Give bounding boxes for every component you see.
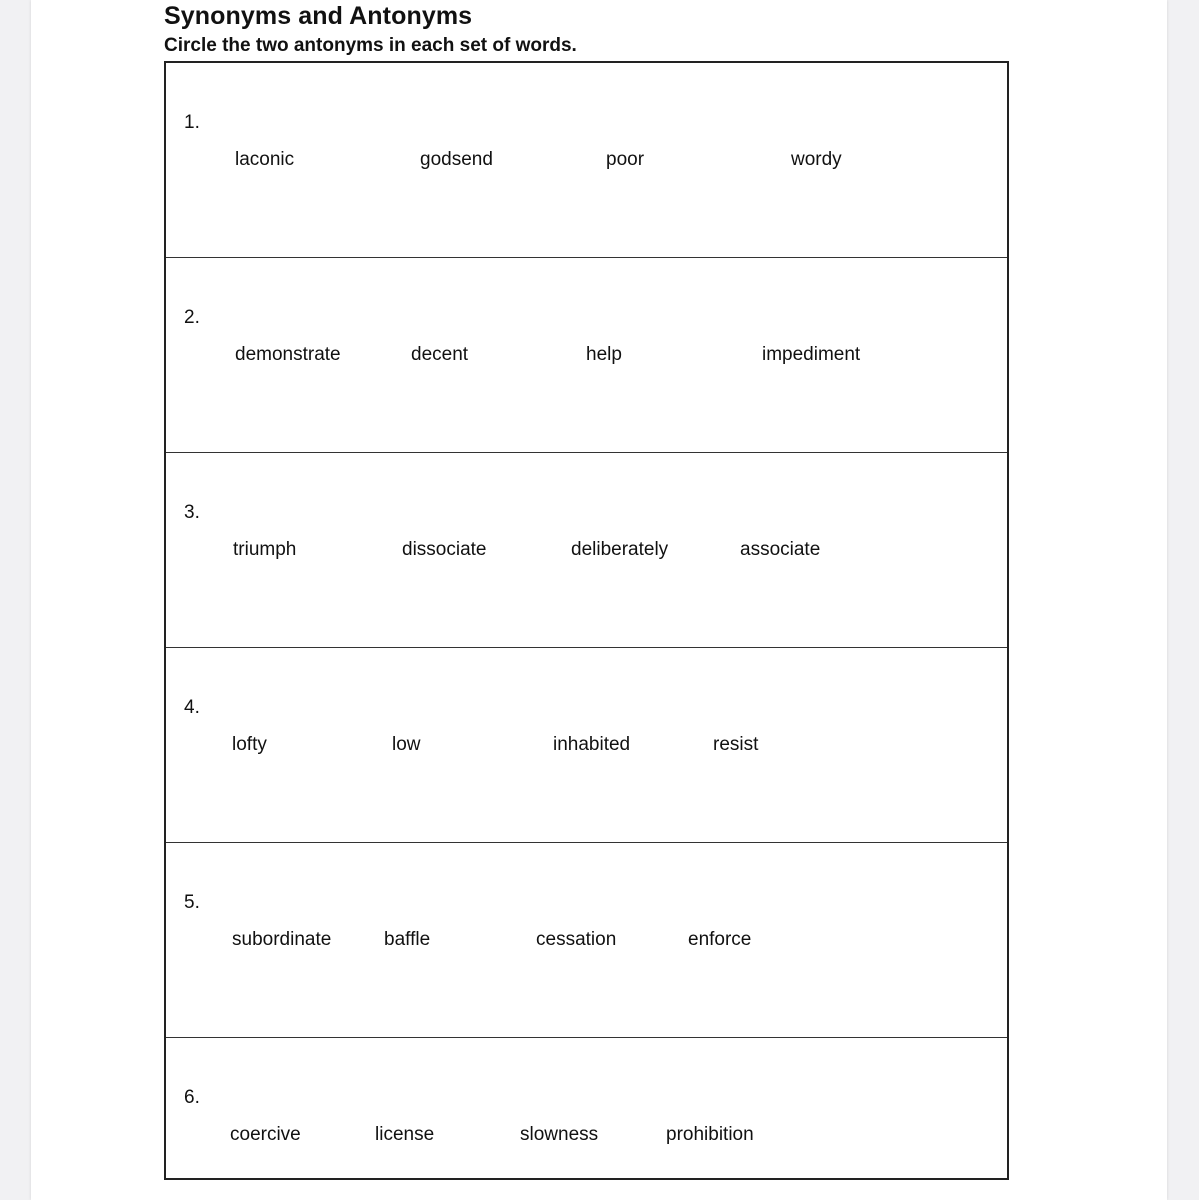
word-option[interactable]: associate (740, 539, 821, 560)
question-row-6 (166, 1038, 1007, 1180)
question-number: 5. (184, 892, 200, 913)
question-number: 6. (184, 1087, 200, 1108)
word-option[interactable]: coercive (230, 1124, 301, 1145)
word-option[interactable]: poor (606, 149, 645, 170)
word-option[interactable]: prohibition (666, 1124, 754, 1145)
word-option[interactable]: inhabited (553, 734, 631, 755)
word-option[interactable]: cessation (536, 929, 617, 950)
word-option[interactable]: enforce (688, 929, 752, 950)
question-row-3 (166, 453, 1007, 648)
question-row-1 (166, 63, 1007, 258)
word-option[interactable]: triumph (233, 539, 297, 560)
question-number: 2. (184, 307, 200, 328)
question-row-5 (166, 843, 1007, 1038)
word-option[interactable]: demonstrate (235, 344, 341, 365)
question-number: 1. (184, 112, 200, 133)
word-option[interactable]: low (392, 734, 421, 755)
word-option[interactable]: subordinate (232, 929, 332, 950)
word-option[interactable]: laconic (235, 149, 295, 170)
question-row-4 (166, 648, 1007, 843)
question-number: 3. (184, 502, 200, 523)
worksheet-title: Synonyms and Antonyms (164, 2, 473, 30)
word-option[interactable]: dissociate (402, 539, 487, 560)
word-option[interactable]: license (375, 1124, 435, 1145)
word-option[interactable]: slowness (520, 1124, 599, 1145)
word-option[interactable]: impediment (762, 344, 861, 365)
word-option[interactable]: help (586, 344, 622, 365)
question-row-2 (166, 258, 1007, 453)
word-option[interactable]: godsend (420, 149, 493, 170)
worksheet-instructions: Circle the two antonyms in each set of words. (164, 35, 577, 56)
word-option[interactable]: decent (411, 344, 469, 365)
word-option[interactable]: lofty (232, 734, 267, 755)
word-option[interactable]: deliberately (571, 539, 669, 560)
word-option[interactable]: resist (713, 734, 759, 755)
question-number: 4. (184, 697, 200, 718)
question-table (164, 61, 1009, 1180)
word-option[interactable]: wordy (791, 149, 842, 170)
word-option[interactable]: baffle (384, 929, 431, 950)
